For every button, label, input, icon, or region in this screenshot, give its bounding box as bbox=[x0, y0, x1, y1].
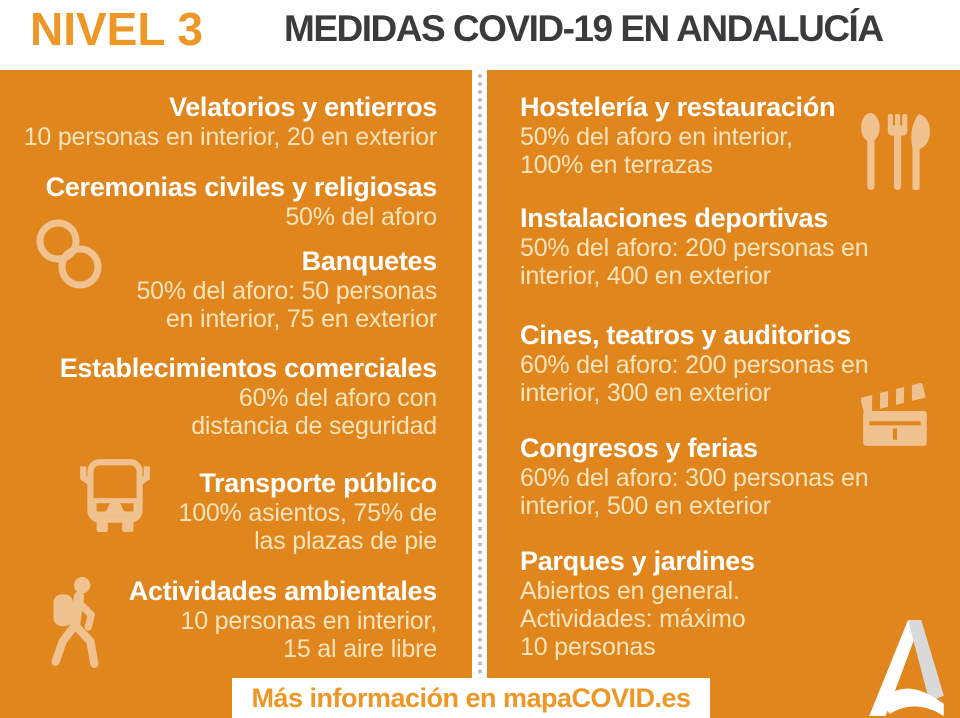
section-establecimientos bbox=[60, 353, 437, 440]
section-line: interior, 400 en exterior bbox=[520, 262, 771, 290]
section-title: Instalaciones deportivas bbox=[520, 203, 828, 233]
bus-icon bbox=[76, 452, 154, 534]
section-line: 50% del aforo bbox=[285, 203, 437, 231]
page-title: MEDIDAS COVID-19 EN ANDALUCÍA bbox=[284, 8, 883, 49]
section-transporte bbox=[179, 468, 437, 555]
section-line: las plazas de pie bbox=[254, 527, 437, 555]
footer-info-text: Más información en mapaCOVID.es bbox=[251, 682, 691, 713]
section-velatorios bbox=[24, 92, 437, 151]
section-instalaciones bbox=[520, 203, 868, 290]
section-title: Transporte público bbox=[199, 468, 437, 498]
section-line: Actividades: máximo bbox=[520, 605, 746, 633]
section-title: Parques y jardines bbox=[520, 546, 755, 576]
section-line: 10 personas en interior, 20 en exterior bbox=[23, 123, 437, 151]
section-parques bbox=[520, 546, 755, 661]
section-congresos bbox=[520, 433, 868, 520]
section-line: 15 al aire libre bbox=[283, 635, 437, 663]
section-hosteleria bbox=[520, 92, 835, 179]
section-line: distancia de seguridad bbox=[191, 412, 437, 440]
section-line: Abiertos en general. bbox=[520, 577, 740, 605]
right-column-panel bbox=[487, 70, 960, 718]
section-line: 50% del aforo: 50 personas bbox=[136, 277, 437, 305]
section-line: 10 personas bbox=[520, 633, 656, 661]
section-line: interior, 500 en exterior bbox=[520, 492, 771, 520]
hiker-icon bbox=[44, 576, 108, 670]
footer-info-box bbox=[232, 678, 710, 718]
section-line: 100% asientos, 75% de bbox=[178, 499, 437, 527]
cutlery-icon bbox=[859, 112, 931, 192]
section-line: 60% del aforo: 300 personas en bbox=[520, 464, 869, 492]
section-line: 10 personas en interior, bbox=[180, 607, 437, 635]
section-line: interior, 300 en exterior bbox=[520, 379, 771, 407]
dotted-divider bbox=[478, 74, 482, 714]
header-band bbox=[0, 0, 960, 70]
section-title: Establecimientos comerciales bbox=[59, 353, 437, 383]
rings-icon bbox=[30, 215, 108, 293]
level-badge: NIVEL 3 bbox=[30, 3, 203, 55]
section-cines bbox=[520, 320, 868, 407]
section-title: Banquetes bbox=[301, 246, 437, 276]
section-title: Congresos y ferias bbox=[520, 433, 758, 463]
section-line: 100% en terrazas bbox=[520, 151, 713, 179]
section-line: 60% del aforo con bbox=[238, 384, 437, 412]
section-title: Velatorios y entierros bbox=[168, 92, 437, 122]
section-actividades bbox=[129, 576, 437, 663]
section-title: Ceremonias civiles y religiosas bbox=[45, 172, 437, 202]
junta-de-andalucia-logo bbox=[865, 618, 947, 716]
left-column-panel bbox=[0, 70, 472, 718]
section-title: Cines, teatros y auditorios bbox=[520, 320, 851, 350]
section-title: Actividades ambientales bbox=[128, 576, 437, 606]
section-line: 50% del aforo en interior, bbox=[520, 123, 793, 151]
section-line: en interior, 75 en exterior bbox=[165, 305, 437, 333]
section-banquetes bbox=[136, 246, 437, 333]
section-title: Hostelería y restauración bbox=[520, 92, 836, 122]
section-line: 60% del aforo: 200 personas en bbox=[520, 351, 869, 379]
clapperboard-icon bbox=[861, 374, 931, 450]
section-line: 50% del aforo: 200 personas en bbox=[520, 234, 869, 262]
column-gutter bbox=[472, 70, 487, 718]
